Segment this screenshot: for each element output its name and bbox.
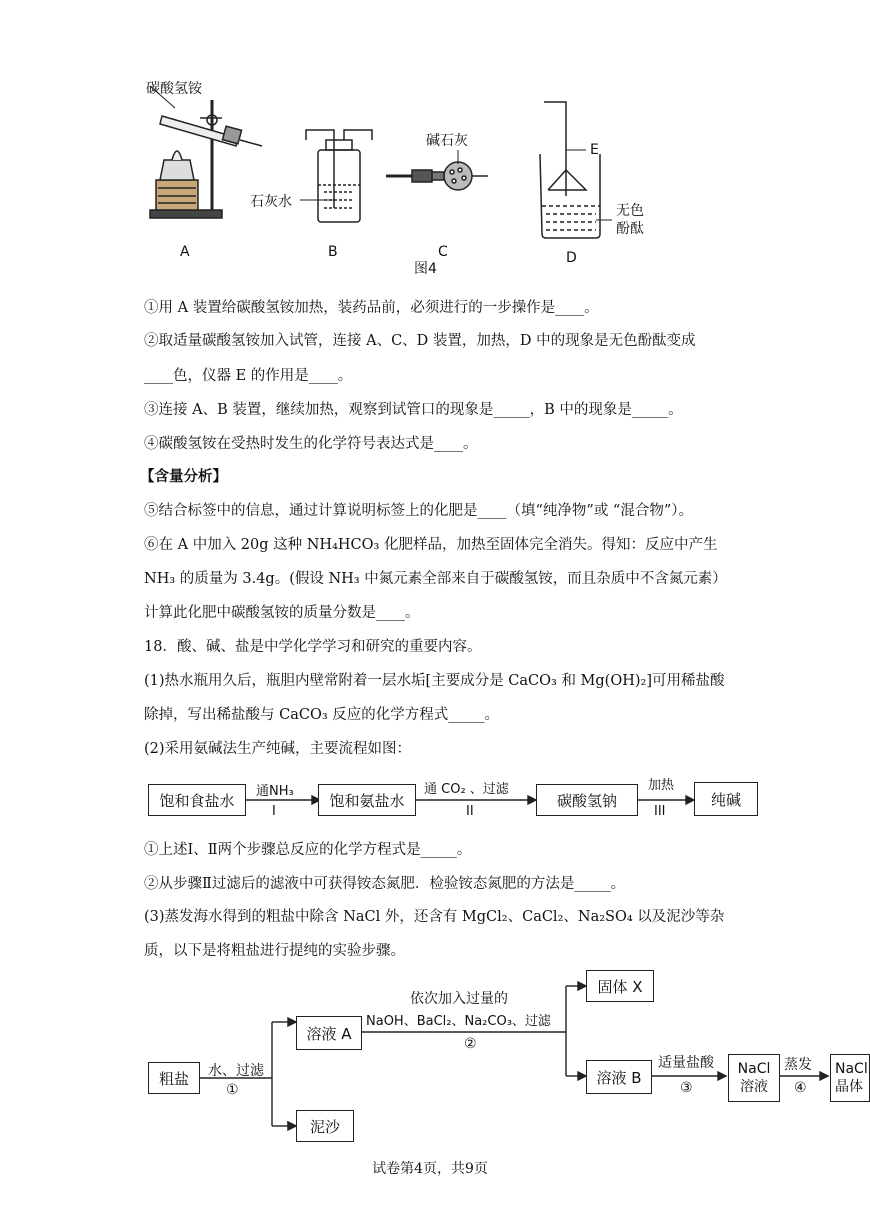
question-18-3-line-2: 质，以下是将粗盐进行提纯的实验步骤。	[144, 943, 405, 959]
question-2-line-2: ____色，仪器 E 的作用是____。	[144, 368, 353, 384]
nacl-crystal-line-2: 晶体	[835, 1079, 863, 1095]
question-3: ③连接 A、B 装置，继续加热，观察到试管口的现象是_____，B 中的现象是_____。	[144, 402, 683, 418]
question-4: ④碳酸氢铵在受热时发生的化学符号表达式是____。	[144, 436, 478, 452]
question-2-line-1: ②取适量碳酸氢铵加入试管，连接 A、C、D 装置，加热，D 中的现象是无色酚酞变成	[144, 333, 696, 349]
nacl-crystal-line-1: NaCl	[835, 1061, 868, 1077]
step-2-numeral: II	[466, 804, 474, 819]
box-saturated-brine: 饱和食盐水	[148, 784, 246, 816]
question-6-line-1: ⑥在 A 中加入 20g 这种 NH₄HCO₃ 化肥样品，加热至固体完全消失。得知：反应中产生	[144, 537, 718, 553]
question-18-1-line-2: 除掉，写出稀盐酸与 CaCO₃ 反应的化学方程式_____。	[144, 707, 500, 723]
step-2-reagents: NaOH、BaCl₂、Na₂CO₃、过滤	[366, 1014, 551, 1029]
label-d: D	[566, 250, 577, 266]
label-e: E	[590, 142, 599, 158]
question-18-2: (2)采用氨碱法生产纯碱，主要流程如图：	[144, 741, 412, 757]
box-soda-ash: 纯碱	[694, 782, 758, 816]
box-solution-a: 溶液 A	[296, 1016, 362, 1050]
step-1-reagent: 通NH₃	[256, 784, 294, 799]
question-1: ①用 A 装置给碳酸氢铵加热，装药品前，必须进行的一步操作是____。	[144, 300, 599, 316]
question-18-3-line-1: (3)蒸发海水得到的粗盐中除含 NaCl 外，还含有 MgCl₂、CaCl₂、Na₂SO₄ 以及泥沙等杂	[144, 909, 725, 925]
step-4-number: ④	[794, 1080, 807, 1096]
box-sodium-bicarbonate: 碳酸氢钠	[536, 784, 638, 816]
question-6-line-3: 计算此化肥中碳酸氢铵的质量分数是____。	[144, 605, 420, 621]
box-nacl-solution	[728, 1054, 780, 1102]
flow-chart-ammonia-soda	[0, 770, 860, 830]
box-ammoniated-brine: 饱和氨盐水	[318, 784, 416, 816]
label-a: A	[180, 244, 190, 260]
box-crude-salt: 粗盐	[148, 1062, 200, 1094]
flow-chart-salt-purification	[0, 966, 868, 1146]
step-3-reagent: 加热	[648, 778, 675, 793]
box-solution-b: 溶液 B	[586, 1060, 652, 1094]
step-2-number: ②	[464, 1036, 477, 1052]
box-nacl-crystal	[830, 1054, 870, 1102]
step-1-numeral: I	[272, 804, 276, 819]
label-soda-lime: 碱石灰	[426, 133, 468, 149]
step-1-number: ①	[226, 1082, 239, 1098]
question-18: 18．酸、碱、盐是中学化学学习和研究的重要内容。	[144, 639, 482, 655]
step-2-reagent: 通 CO₂ 、过滤	[424, 782, 509, 797]
apparatus-d	[540, 102, 612, 238]
nacl-solution-line-1: NaCl	[737, 1061, 771, 1077]
step-3-number: ③	[680, 1080, 693, 1096]
nacl-solution-line-2: 溶液	[740, 1079, 768, 1095]
step-2-label: 依次加入过量的	[410, 991, 508, 1007]
label-limewater: 石灰水	[250, 194, 292, 210]
apparatus-c	[386, 150, 488, 190]
question-18-2-i: ①上述Ⅰ、Ⅱ两个步骤总反应的化学方程式是_____。	[144, 842, 472, 858]
box-solid-x: 固体 X	[586, 970, 654, 1002]
figure-4	[0, 0, 860, 280]
step-1-label: 水、过滤	[208, 1063, 264, 1079]
question-5: ⑤结合标签中的信息，通过计算说明标签上的化肥是____（填“纯净物”或 “混合物”）。	[144, 503, 694, 519]
label-ammonium-bicarbonate: 碳酸氢铵	[146, 81, 202, 97]
question-6-line-2: NH₃ 的质量为 3.4g。(假设 NH₃ 中氮元素全部来自于碳酸氢铵，而且杂质中不含氮元素）	[144, 571, 727, 587]
label-b: B	[328, 244, 338, 260]
figure-caption: 图4	[414, 261, 437, 277]
apparatus-a	[150, 86, 262, 218]
step-4-label: 蒸发	[784, 1057, 812, 1073]
label-phenolphthalein-2: 酚酞	[616, 221, 644, 237]
step-3-numeral: III	[654, 804, 666, 819]
apparatus-b	[300, 130, 372, 222]
question-18-1-line-1: (1)热水瓶用久后，瓶胆内壁常附着一层水垢[主要成分是 CaCO₃ 和 Mg(OH)₂]可用稀盐酸	[144, 673, 725, 689]
box-sand: 泥沙	[296, 1110, 354, 1142]
page-footer: 试卷第4页，共9页	[372, 1161, 488, 1177]
label-c: C	[438, 244, 448, 260]
question-18-2-ii: ②从步骤Ⅱ过滤后的滤液中可获得铵态氮肥．检验铵态氮肥的方法是_____。	[144, 876, 626, 892]
step-3-label: 适量盐酸	[658, 1055, 714, 1071]
label-phenolphthalein-1: 无色	[616, 203, 644, 219]
section-heading: 【含量分析】	[140, 468, 227, 485]
